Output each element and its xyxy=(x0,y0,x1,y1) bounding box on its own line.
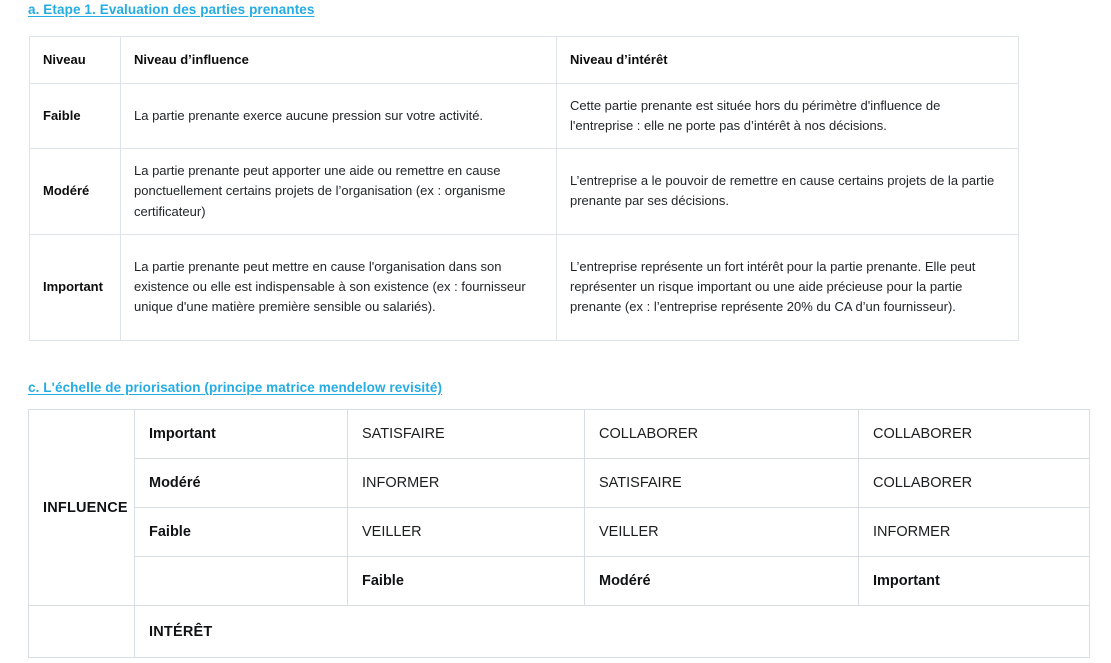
matrix-cell-faible-important: INFORMER xyxy=(859,508,1090,557)
cell-interet-important: L’entreprise représente un fort intérêt pour la partie prenante. Elle peut représenter un risque important ou une aide précieuse pour la partie prenante (ex : l’entreprise représente 20% du CA d’un fournisseur). xyxy=(557,234,1019,340)
matrix-cell-modere-important: COLLABORER xyxy=(859,459,1090,508)
header-niveau-interet: Niveau d’intérêt xyxy=(557,37,1019,84)
matrix-cell-important-faible: SATISFAIRE xyxy=(348,410,585,459)
matrix-empty-corner xyxy=(29,606,135,658)
row-level-modere: Modéré xyxy=(30,149,121,234)
cell-interet-modere: L’entreprise a le pouvoir de remettre en cause certains projets de la partie prenante par ses décisions. xyxy=(557,149,1019,234)
matrix-row-important xyxy=(29,410,1090,459)
table-header-row xyxy=(30,37,1019,84)
row-level-important: Important xyxy=(30,234,121,340)
evaluation-table xyxy=(29,36,1019,341)
table-row xyxy=(30,149,1019,234)
axis-label-influence: INFLUENCE xyxy=(29,410,135,606)
matrix-cell-modere-modere: SATISFAIRE xyxy=(585,459,859,508)
matrix-corner-cell xyxy=(135,557,348,606)
matrix-col-label-faible: Faible xyxy=(348,557,585,606)
matrix-row-label-important: Important xyxy=(135,410,348,459)
matrix-row-modere xyxy=(29,459,1090,508)
matrix-cell-important-important: COLLABORER xyxy=(859,410,1090,459)
matrix-col-label-important: Important xyxy=(859,557,1090,606)
matrix-row-label-modere: Modéré xyxy=(135,459,348,508)
heading-link-section-c[interactable]: c. L'échelle de priorisation (principe matrice mendelow revisité) xyxy=(28,380,443,395)
axis-label-interet: INTÉRÊT xyxy=(135,606,1090,658)
cell-interet-faible: Cette partie prenante est située hors du périmètre d'influence de l'entreprise : elle ne porte pas d’intérêt à nos décisions. xyxy=(557,84,1019,149)
matrix-cell-modere-faible: INFORMER xyxy=(348,459,585,508)
table-row xyxy=(30,84,1019,149)
matrix-column-header-row xyxy=(29,557,1090,606)
table-row xyxy=(30,234,1019,340)
heading-link-section-a[interactable]: a. Etape 1. Evaluation des parties prenantes xyxy=(28,2,315,17)
row-level-faible: Faible xyxy=(30,84,121,149)
cell-influence-faible: La partie prenante exerce aucune pression sur votre activité. xyxy=(121,84,557,149)
matrix-col-label-modere: Modéré xyxy=(585,557,859,606)
header-niveau: Niveau xyxy=(30,37,121,84)
matrix-axis-x-row xyxy=(29,606,1090,658)
matrix-cell-important-modere: COLLABORER xyxy=(585,410,859,459)
cell-influence-modere: La partie prenante peut apporter une aide ou remettre en cause ponctuellement certains projets de l’organisation (ex : organisme certificateur) xyxy=(121,149,557,234)
cell-influence-important: La partie prenante peut mettre en cause l'organisation dans son existence ou elle est indispensable à son existence (ex : fournisseur unique d'une matière première sensible ou salariés). xyxy=(121,234,557,340)
matrix-cell-faible-modere: VEILLER xyxy=(585,508,859,557)
matrix-row-label-faible: Faible xyxy=(135,508,348,557)
mendelow-matrix-table xyxy=(28,409,1090,658)
matrix-cell-faible-faible: VEILLER xyxy=(348,508,585,557)
matrix-row-faible xyxy=(29,508,1090,557)
header-niveau-influence: Niveau d’influence xyxy=(121,37,557,84)
